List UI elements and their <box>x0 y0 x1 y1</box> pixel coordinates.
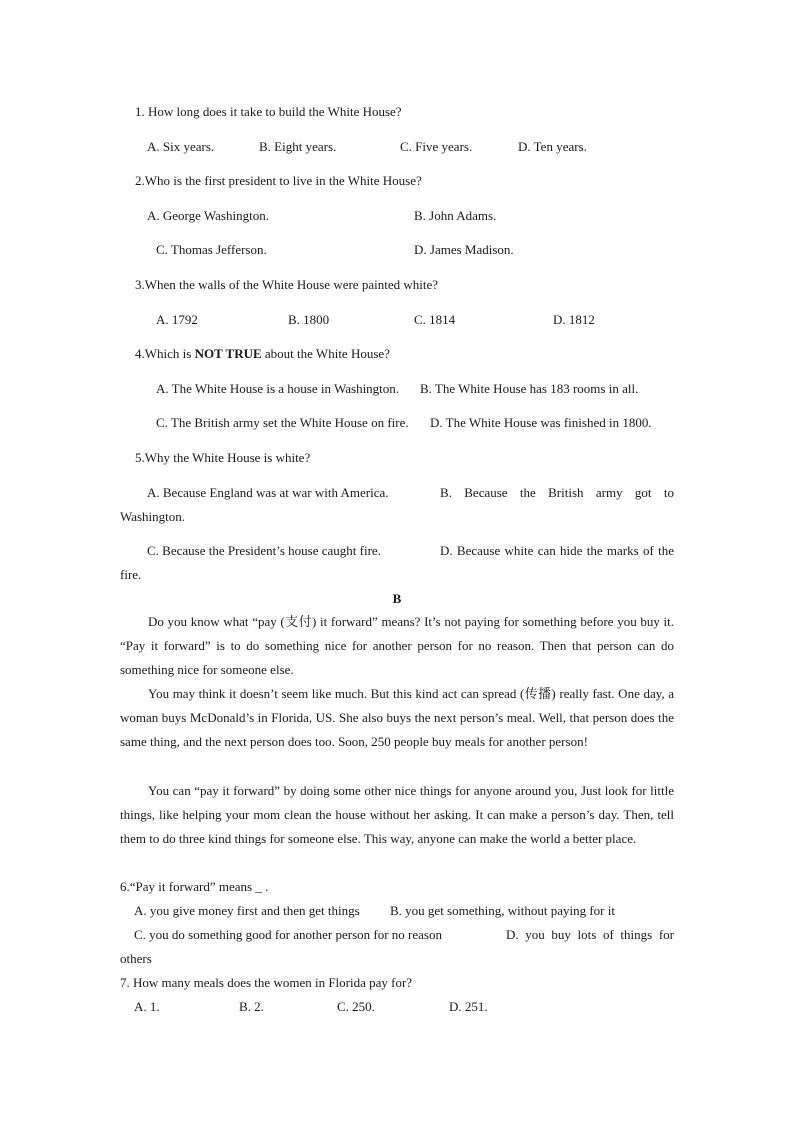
question-stem: How long does it take to build the White House? <box>148 104 402 119</box>
option-6d: D. you buy lots of things for others <box>120 927 674 967</box>
option-5d: D. Because white can hide the marks of the fire. <box>120 543 674 582</box>
paragraph-text: You can “pay it forward” by doing some other nice things for anyone around you, Just look for little things, like helping your mom clean the house without her asking. It can make a person’s day. Then, tell them to do three kind things for someone else. This way, anyone can make the world a better place. <box>120 783 674 847</box>
option-1d: D. Ten years. <box>518 139 587 154</box>
option-3d: D. 1812 <box>553 312 595 327</box>
option-4d: D. The White House was finished in 1800. <box>430 415 652 430</box>
passage-paragraph-1 <box>120 610 674 683</box>
question-number: 3. <box>135 277 145 292</box>
option-5b-wrapper <box>120 481 674 529</box>
question-1 <box>135 104 402 120</box>
option-2b: B. John Adams. <box>414 208 497 223</box>
option-5b: B. Because the British army got to Washington. <box>120 485 674 524</box>
question-5 <box>135 450 310 466</box>
option-3c: C. 1814 <box>414 312 456 327</box>
option-4c: C. The British army set the White House on fire. <box>156 415 409 430</box>
question-stem: When the walls of the White House were painted white? <box>144 277 438 292</box>
option-2a: A. George Washington. <box>147 208 269 223</box>
question-stem: Why the White House is white? <box>144 450 311 465</box>
option-7a: A. 1. <box>134 999 160 1014</box>
option-5d-wrapper <box>120 539 674 587</box>
option-3b: B. 1800 <box>288 312 330 327</box>
question-4 <box>135 346 390 362</box>
option-1b: B. Eight years. <box>259 139 337 154</box>
question-number: 2. <box>135 173 145 188</box>
passage-paragraph-3 <box>120 779 674 852</box>
option-7b: B. 2. <box>239 999 264 1014</box>
option-7d: D. 251. <box>449 999 488 1014</box>
question-2 <box>135 173 422 189</box>
question-stem-after: about the White House? <box>261 346 390 361</box>
question-stem: Who is the first president to live in the White House? <box>144 173 422 188</box>
question-number: 5. <box>135 450 145 465</box>
option-7c: C. 250. <box>337 999 375 1014</box>
option-5a: A. Because England was at war with America. <box>147 485 389 500</box>
option-2c: C. Thomas Jefferson. <box>156 242 267 257</box>
option-6b: B. you get something, without paying for it <box>390 903 615 918</box>
option-6a: A. you give money first and then get things <box>134 903 360 918</box>
question-number: 1. <box>135 104 145 119</box>
paragraph-text: Do you know what “pay (支付) it forward” means? It’s not paying for something before you buy it. “Pay it forward” is to do something nice for another person for no reason. Then that person can do something nice for someone else. <box>120 614 674 678</box>
option-4a: A. The White House is a house in Washington. <box>156 381 400 396</box>
option-5c: C. Because the President’s house caught fire. <box>147 543 381 558</box>
question-stem-emphasis: NOT TRUE <box>194 346 262 361</box>
question-6: 6.“Pay it forward” means _ . <box>120 879 269 894</box>
passage-paragraph-2 <box>120 682 674 755</box>
option-1c: C. Five years. <box>400 139 473 154</box>
question-7: 7. How many meals does the women in Florida pay for? <box>120 975 413 990</box>
question-number: 4. <box>135 346 145 361</box>
section-b-heading: B <box>392 591 402 606</box>
paragraph-text: You may think it doesn’t seem like much. But this kind act can spread (传播) really fast. One day, a woman buys McDonald’s in Florida, US. She also buys the next person’s meal. Well, that person does the same thing, and the next person does too. Soon, 250 people buy meals for another person! <box>120 686 674 750</box>
option-2d: D. James Madison. <box>414 242 514 257</box>
option-4b: B. The White House has 183 rooms in all. <box>420 381 639 396</box>
option-6c: C. you do something good for another person for no reason <box>134 927 442 942</box>
option-3a: A. 1792 <box>156 312 198 327</box>
question-3 <box>135 277 438 293</box>
question-stem-before: Which is <box>144 346 195 361</box>
option-1a: A. Six years. <box>147 139 215 154</box>
option-6d-wrapper <box>120 923 674 971</box>
